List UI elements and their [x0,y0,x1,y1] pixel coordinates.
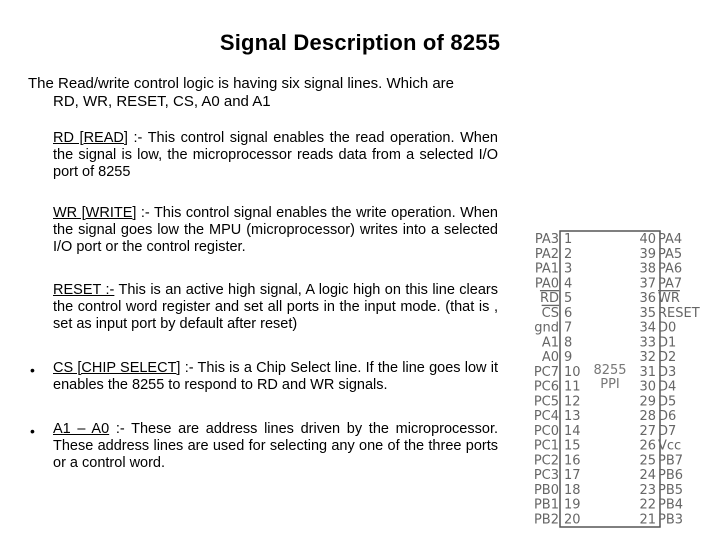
right-pin-name: Vcc [658,438,682,454]
rd-term: RD [READ] [53,130,128,146]
right-pin-number: 29 [639,394,656,410]
left-pin-group [534,232,581,527]
right-pin-name: RESET [658,305,700,321]
right-pin-number: 23 [639,482,656,498]
right-pin-name: PA7 [658,276,683,292]
address-description [53,421,498,472]
left-pin-number: 12 [564,394,581,410]
right-pin-name: PB6 [658,468,684,483]
left-pin-number: 16 [564,453,581,469]
right-pin-number: 37 [639,276,656,292]
left-pin-number: 11 [564,379,581,395]
right-pin-number: 40 [639,232,656,247]
right-pin-number: 31 [639,364,656,380]
right-pin-number: 24 [639,468,656,483]
rd-separator: :- [127,130,148,146]
address-separator: :- [109,421,132,437]
page-title: Signal Description of 8255 [219,30,501,55]
left-pin-name: PB2 [533,512,559,528]
intro-line-1: The Read/write control logic is having six signal lines. Which are [28,75,455,92]
right-pin-name: PA4 [658,232,683,247]
wr-term: WR [WRITE] [53,205,137,221]
pin-diagram-8255 [530,230,720,530]
left-pin-number: 4 [564,276,573,292]
left-pin-name: PC1 [533,438,559,454]
right-pin-name: D1 [658,335,677,351]
left-pin-number: 13 [564,409,581,424]
left-pin-name: RD [539,291,559,306]
left-pin-number: 17 [564,468,581,483]
cs-description [53,360,498,394]
right-pin-name: PB7 [658,453,684,469]
left-pin-number: 14 [564,423,581,439]
left-pin-number: 7 [564,320,573,336]
left-pin-number: 5 [564,291,573,306]
chip-label-1: 8255 [593,363,627,378]
left-pin-number: 10 [564,364,581,380]
right-pin-name: PA6 [658,261,683,277]
right-pin-name: D4 [658,379,677,395]
chip-label-2: PPI [600,377,620,392]
right-pin-number: 39 [639,246,656,262]
wr-description [53,205,498,256]
right-pin-name: D3 [658,364,677,380]
right-pin-group [639,232,699,527]
right-pin-number: 38 [639,261,656,277]
intro-line-2: RD, WR, RESET, CS, A0 and A1 [53,93,271,110]
left-pin-name: PB1 [533,497,559,513]
left-pin-number: 1 [564,232,573,247]
address-text: These are address lines driven by the microprocessor. These address lines are used for selecting any one of the three ports or a control word. [53,421,498,471]
right-pin-name: WR [658,291,680,306]
left-pin-number: 20 [564,512,581,528]
right-pin-name: D6 [658,409,677,424]
right-pin-name: PB3 [658,512,684,528]
right-pin-name: D0 [658,320,677,336]
left-pin-number: 15 [564,438,581,454]
right-pin-number: 33 [639,335,656,351]
left-pin-number: 18 [564,482,581,498]
wr-text: This control signal enables the write operation. When the signal goes low the MPU (microprocessor) writes into a selected I/O port or the control register. [53,205,498,255]
left-pin-name: PA1 [534,261,559,277]
left-pin-name: PA3 [534,232,559,247]
right-pin-number: 26 [639,438,656,454]
left-pin-number: 6 [564,305,573,321]
left-pin-name: PC6 [533,379,559,395]
right-pin-name: PB4 [658,497,684,513]
left-pin-name: PB0 [533,482,559,498]
bullet-cs: • [30,362,35,378]
left-pin-name: PC5 [533,394,559,410]
intro-paragraph [28,75,503,111]
left-pin-name: PC3 [533,468,559,483]
left-pin-name: PC2 [533,453,559,469]
right-pin-number: 30 [639,379,656,395]
reset-description [53,282,498,333]
right-pin-number: 35 [639,305,656,321]
reset-text: This is an active high signal, A logic high on this line clears the control word register and set all ports in the input mode. (that is , set as input port by default after reset) [53,282,498,332]
left-pin-name: A1 [541,335,559,351]
right-pin-name: D5 [658,394,677,410]
left-pin-name: PA2 [534,246,559,262]
left-pin-name: PC0 [533,423,559,439]
wr-separator: :- [136,205,154,221]
left-pin-number: 8 [564,335,573,351]
right-pin-name: D2 [658,350,677,365]
left-pin-name: A0 [541,350,559,365]
reset-term: RESET :- [53,282,115,298]
address-term: A1 – A0 [53,421,110,437]
right-pin-number: 25 [639,453,656,469]
left-pin-name: PA0 [534,276,559,292]
right-pin-number: 21 [639,512,656,528]
right-pin-number: 27 [639,423,656,439]
right-pin-name: PA5 [658,246,683,262]
left-pin-name: PC4 [533,409,559,424]
cs-term: CS [CHIP SELECT] [53,360,181,376]
rd-text: This control signal enables the read operation. When the signal is low, the microprocessor reads data from a selected I/O port of 8255 [53,130,498,180]
rd-description [53,130,498,181]
bullet-address: • [30,423,35,439]
cs-separator: :- [180,360,198,376]
left-pin-number: 2 [564,246,573,262]
left-pin-name: CS [541,305,559,321]
right-pin-number: 34 [639,320,656,336]
cs-text: This is a Chip Select line. If the line goes low it enables the 8255 to respond to RD and WR signals. [53,360,499,393]
left-pin-name: PC7 [533,364,559,380]
right-pin-name: D7 [658,423,677,439]
right-pin-number: 32 [639,350,656,365]
left-pin-number: 9 [564,350,573,365]
left-pin-number: 3 [564,261,573,277]
right-pin-number: 22 [639,497,656,513]
left-pin-name: gnd [534,320,559,336]
right-pin-name: PB5 [658,482,684,498]
right-pin-number: 36 [639,291,656,306]
right-pin-number: 28 [639,409,656,424]
left-pin-number: 19 [564,497,581,513]
